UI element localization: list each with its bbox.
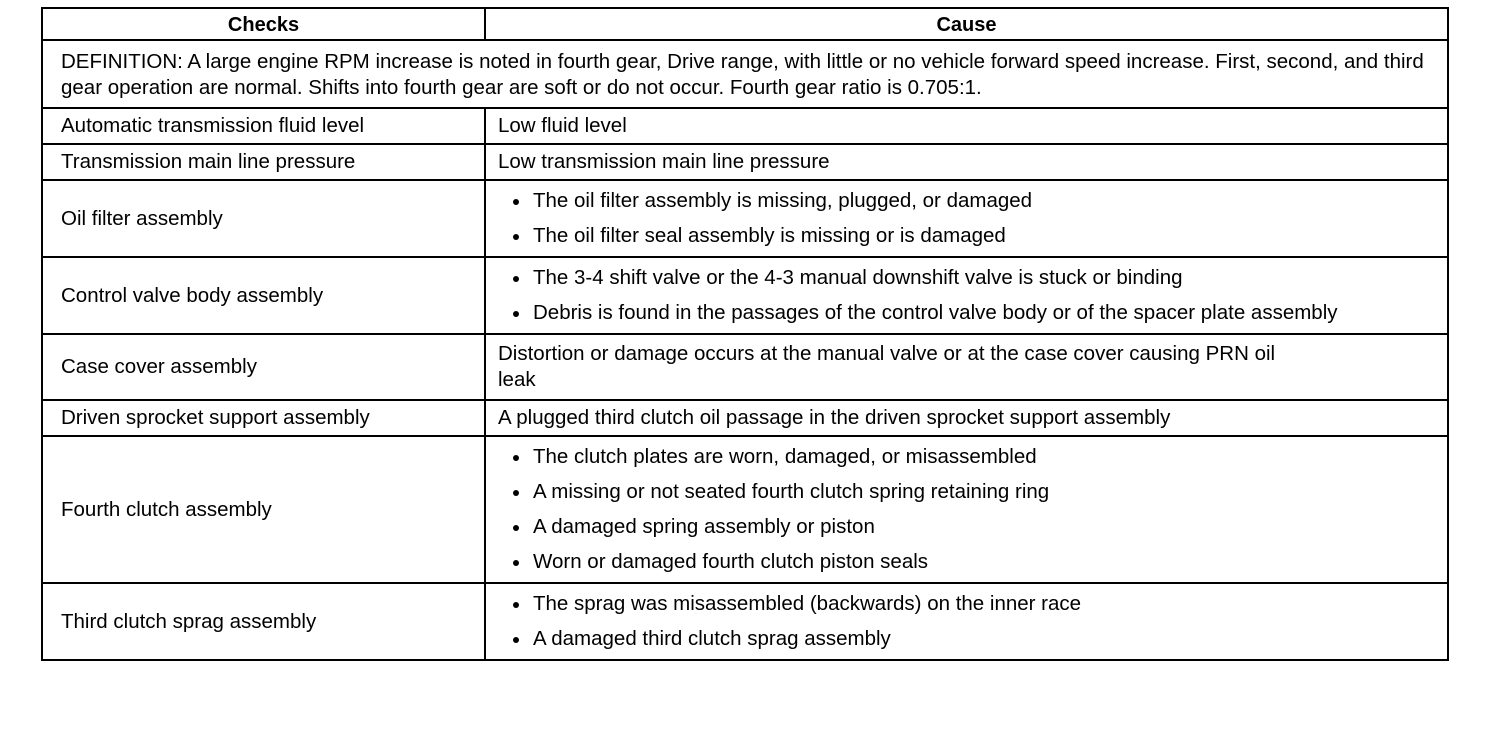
- check-cell: Fourth clutch assembly: [42, 436, 485, 583]
- cause-cell: Distortion or damage occurs at the manual valve or at the case cover causing PRN oil leak: [498, 342, 1276, 391]
- cause-text: A missing or not seated fourth clutch spring retaining ring: [533, 480, 1050, 503]
- list-item: [513, 590, 1446, 618]
- check-cell: Control valve body assembly: [42, 257, 485, 334]
- bullet-icon: [513, 560, 519, 566]
- check-cell: Driven sprocket support assembly: [42, 400, 485, 436]
- list-item: [513, 548, 1446, 576]
- bullet-icon: [513, 602, 519, 608]
- list-item: [513, 299, 1446, 327]
- list-item: [513, 222, 1446, 250]
- cause-text: The clutch plates are worn, damaged, or misassembled: [533, 445, 1037, 468]
- bullet-icon: [513, 199, 519, 205]
- list-item: [513, 625, 1446, 653]
- table-row: [42, 436, 1448, 583]
- bullet-icon: [513, 311, 519, 317]
- cause-cell: A plugged third clutch oil passage in the driven sprocket support assembly: [485, 400, 1448, 436]
- bullet-icon: [513, 276, 519, 282]
- bullet-icon: [513, 637, 519, 643]
- list-item: [513, 443, 1446, 471]
- cause-text: The oil filter seal assembly is missing or is damaged: [533, 224, 1006, 247]
- bullet-icon: [513, 525, 519, 531]
- cause-text: The sprag was misassembled (backwards) on the inner race: [533, 592, 1082, 615]
- cause-cell: Low fluid level: [485, 108, 1448, 144]
- list-item: [513, 264, 1446, 292]
- cause-cell-wrap: [485, 334, 1448, 400]
- cause-cell: [485, 436, 1448, 583]
- check-cell: Automatic transmission fluid level: [42, 108, 485, 144]
- cause-text: A damaged spring assembly or piston: [533, 515, 875, 538]
- bullet-icon: [513, 490, 519, 496]
- header-checks: Checks: [42, 8, 485, 40]
- header-row: [42, 8, 1448, 40]
- check-cell: Oil filter assembly: [42, 180, 485, 257]
- cause-cell: [485, 257, 1448, 334]
- cause-text: A damaged third clutch sprag assembly: [533, 627, 891, 650]
- cause-list: [487, 259, 1446, 332]
- table-row: [42, 334, 1448, 400]
- definition-text: DEFINITION: A large engine RPM increase is noted in fourth gear, Drive range, with little or no vehicle forward speed increase. First, second, and third gear operation are normal. Shifts into fourth gear are soft or do not occur. Fourth gear ratio is 0.705:1.: [42, 40, 1448, 108]
- cause-cell: [485, 180, 1448, 257]
- check-cell: Third clutch sprag assembly: [42, 583, 485, 660]
- cause-text: The oil filter assembly is missing, plugged, or damaged: [533, 189, 1033, 212]
- table-row: [42, 180, 1448, 257]
- bullet-icon: [513, 455, 519, 461]
- table-row: [42, 400, 1448, 436]
- list-item: [513, 513, 1446, 541]
- definition-row: [42, 40, 1448, 108]
- check-cell: Transmission main line pressure: [42, 144, 485, 180]
- cause-text: Worn or damaged fourth clutch piston seals: [533, 550, 929, 573]
- table-row: [42, 108, 1448, 144]
- bullet-icon: [513, 234, 519, 240]
- cause-list: [487, 182, 1446, 255]
- list-item: [513, 187, 1446, 215]
- list-item: [513, 478, 1446, 506]
- cause-text: Debris is found in the passages of the control valve body or of the spacer plate assembly: [533, 301, 1338, 324]
- cause-text: The 3-4 shift valve or the 4-3 manual downshift valve is stuck or binding: [533, 266, 1183, 289]
- table-row: [42, 257, 1448, 334]
- header-cause: Cause: [485, 8, 1448, 40]
- check-cell: Case cover assembly: [42, 334, 485, 400]
- table-row: [42, 144, 1448, 180]
- cause-list: [487, 438, 1446, 581]
- cause-list: [487, 585, 1446, 658]
- cause-cell: [485, 583, 1448, 660]
- diagnosis-table: [41, 7, 1449, 661]
- table-row: [42, 583, 1448, 660]
- cause-cell: Low transmission main line pressure: [485, 144, 1448, 180]
